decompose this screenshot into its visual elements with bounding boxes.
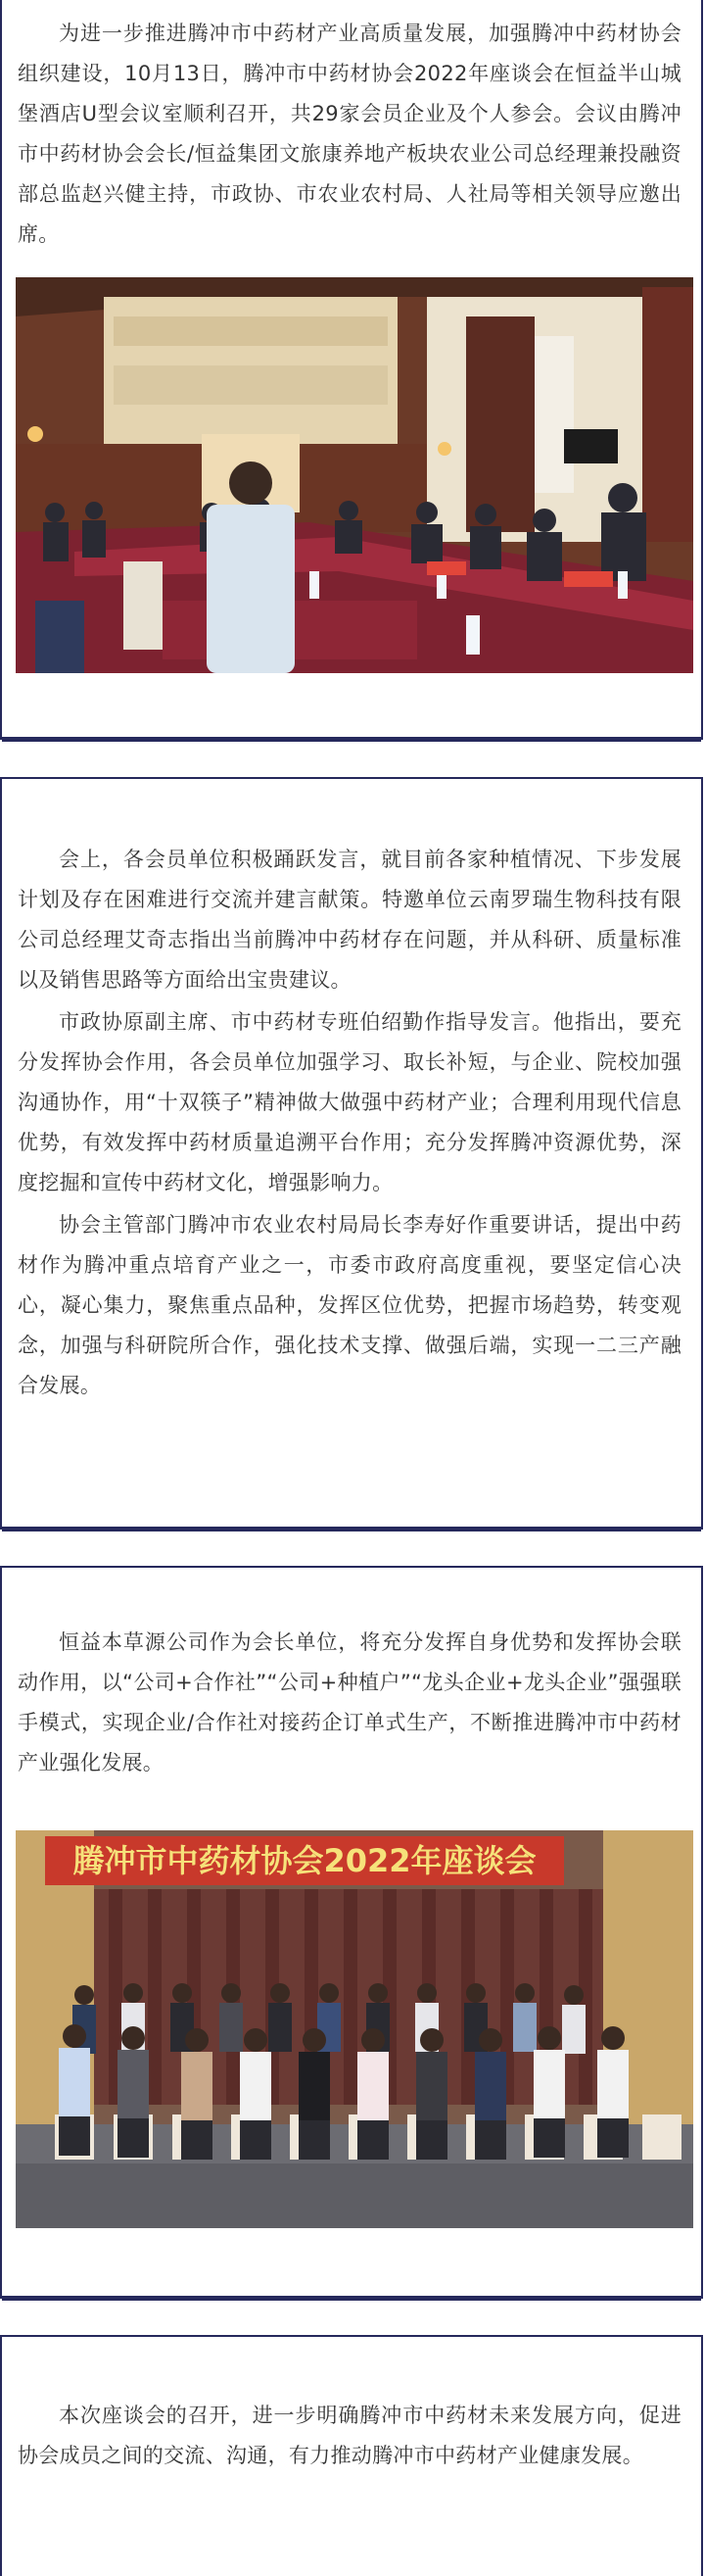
section-divider-bar xyxy=(2,2296,701,2301)
banner-text: 腾冲市中药材协会2022年座谈会 xyxy=(72,1842,537,1879)
intro-paragraph: 为进一步推进腾冲市中药材产业高质量发展，加强腾冲中药材协会组织建设，10月13日，腾冲市中药材协会2022年座谈会在恒益半山城堡酒店U型会议室顺利召开，共29家会员企业及个人参会。会议由腾冲市中药材协会会长/恒益集团文旅康养地产板块农业公司总经理兼投融资部总监赵兴健主持，市政协、市农业农村局、人社局等相关领导应邀出席。 xyxy=(18,22,682,246)
group-photo xyxy=(16,1830,693,2228)
section-divider-bar xyxy=(2,1527,701,1531)
conclusion-paragraph: 本次座谈会的召开，进一步明确腾冲市中药材未来发展方向，促进协会成员之间的交流、沟通，有力推动腾冲市中药材产业健康发展。 xyxy=(18,2404,682,2467)
speech-paragraph: 协会主管部门腾冲市农业农村局局长李寿好作重要讲话，提出中药材作为腾冲重点培育产业之一，市委市政府高度重视，要坚定信心决心，凝心集力，聚焦重点品种，发挥区位优势，把握市场趋势，转变观念，加强与科研院所合作，强化技术支撑、做强后端，实现一二三产融合发展。 xyxy=(18,1213,682,1397)
section-card-4 xyxy=(0,2335,703,2576)
president-unit-paragraph: 恒益本草源公司作为会长单位，将充分发挥自身优势和发挥协会联动作用，以“公司+合作社”“公司+种植户”“龙头企业+龙头企业”强强联手模式，实现企业/合作社对接药企订单式生产，不断推进腾冲市中药材产业强化发展。 xyxy=(18,1630,682,1774)
guidance-paragraph: 市政协原副主席、市中药材专班伯绍勤作指导发言。他指出，要充分发挥协会作用，各会员单位加强学习、取长补短，与企业、院校加强沟通协作，用“十双筷子”精神做大做强中药材产业；合理利用现代信息优势，有效发挥中药材质量追溯平台作用；充分发挥腾冲资源优势，深度挖掘和宣传中药材文化，增强影响力。 xyxy=(18,1010,682,1194)
section-divider-bar xyxy=(2,737,701,742)
discussion-paragraph: 会上，各会员单位积极踊跃发言，就目前各家种植情况、下步发展计划及存在困难进行交流并建言献策。特邀单位云南罗瑞生物科技有限公司总经理艾奇志指出当前腾冲中药材存在问题，并从科研、质量标准以及销售思路等方面给出宝贵建议。 xyxy=(18,848,682,992)
section-card-1 xyxy=(0,0,703,740)
section-card-2 xyxy=(0,777,703,1530)
section-card-3 xyxy=(0,1566,703,2299)
meeting-room-photo xyxy=(16,277,693,673)
